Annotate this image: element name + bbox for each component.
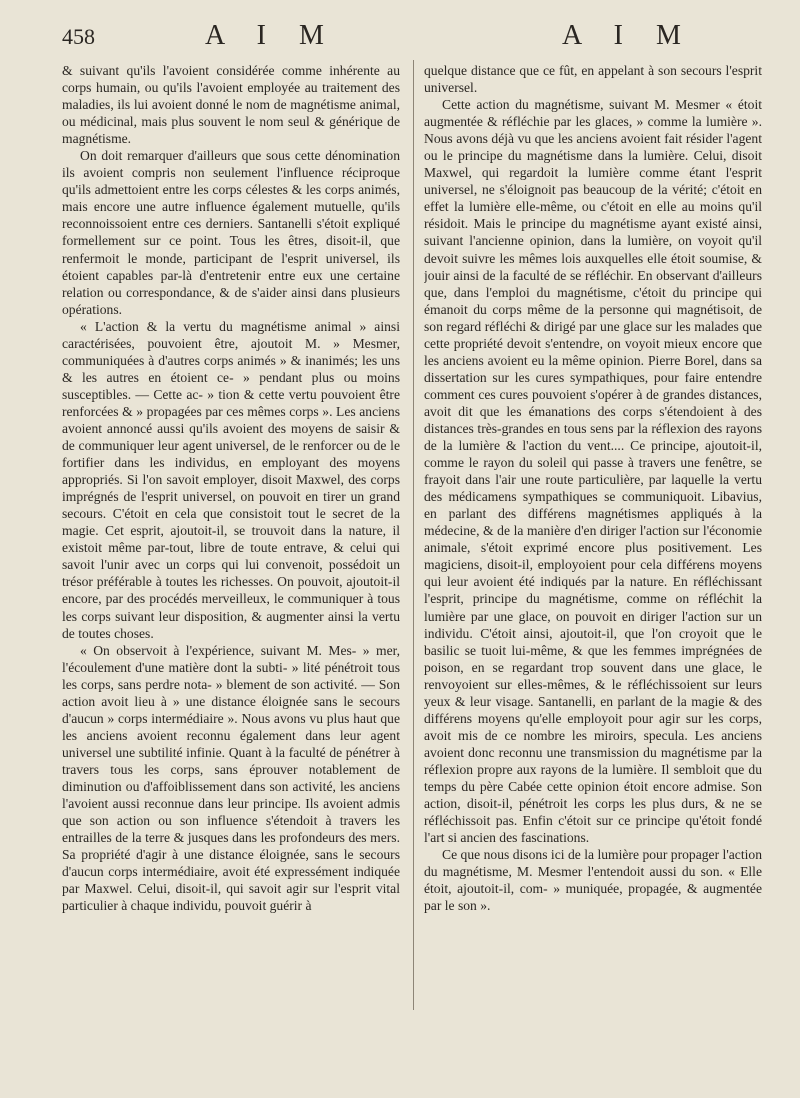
- running-head-left: A I M: [205, 20, 337, 51]
- paragraph: « L'action & la vertu du magnétisme animal » ainsi caractérisées, pouvoient être, ajoutoit M. » Mesmer, communiquées à d'autres corps animés » & inanimés; les uns & les autres en étoient ce- » pendant plus ou moins susceptibles. — Cette ac- » tion & cette vertu pouvoient être renforcées & » propagées par ces mêmes corps ». Les anciens avoient annoncé aussi qu'ils avoient des moyens de saisir & de communiquer leur agent universel, de le renforcer ou de le fortifier dans les individus, en employant des moyens appropriés. Si l'on savoit employer, disoit Maxwel, des corps imprégnés de l'esprit universel, on pouvoit en tirer un grand secours. C'étoit en cela que consistoit tout le secret de la magie. Cet esprit, ajoutoit-il, se trouvoit dans la nature, il existoit même par-tout, libre de toute entrave, & celui qui savoit l'unir avec un corps qui lui convenoit, possédoit un trésor préférable à toutes les richesses. On pouvoit, ajoutoit-il encore, par des procédés merveilleux, le communiquer à tous les corps suivant leur disposition, & augmenter ainsi la vertu de toutes choses.: [62, 318, 400, 641]
- left-column: [62, 62, 400, 1072]
- paragraph: On doit remarquer d'ailleurs que sous cette dénomination ils avoient compris non seulement l'influence réciproque qu'ils admettoient entre les corps célestes & les corps animés, mais encore une autre influence également mutuelle, qu'ils reconnoissoient entre ces derniers. Santanelli s'étoit expliqué formellement sur ce point. Tous les êtres, disoit-il, que renfermoit le monde, participant de l'esprit universel, ils étoient capables par-là d'entretenir entre eux une certaine relation ou correspondance, & de s'aider ainsi dans plusieurs opérations.: [62, 148, 400, 317]
- page-header: [0, 20, 800, 60]
- paragraph: & suivant qu'ils l'avoient considérée comme inhérente au corps humain, ou qu'ils l'avoient employée au traitement des maladies, ils lui avoient donné le nom de magnétisme animal, ou médicinal, mais plus souvent le nom seul & générique de magnétisme.: [62, 63, 400, 147]
- running-head-right: A I M: [562, 20, 694, 51]
- paragraph: « On observoit à l'expérience, suivant M. Mes- » mer, l'écoulement d'une matière dont la subti- » lité pénétroit tous les corps, sans perdre nota- » blement de son activité. — Son action avoit lieu à » une distance éloignée sans le secours d'aucun » corps intermédiaire ». Nous avons vu plus haut que les anciens avoient reconnu également dans leur agent universel une subtilité infinie. Quant à la faculté de pénétrer à travers tous les corps, sans éprouver notablement de diminution ou d'affoiblissement dans son activité, les anciens l'avoient aussi reconnue dans leur principe. Ils avoient admis que son action ou son influence s'étendoit à travers les entrailles de la terre & jusques dans les profondeurs des mers. Sa propriété d'agir à une distance éloignée, sans le secours d'aucun corps intermédiaire, avoit été expressément indiquée par Maxwel. Celui, disoit-il, qui savoit agir sur l'esprit vital particulier à chaque individu, pouvoit guérir à: [62, 642, 400, 914]
- paragraph: Ce que nous disons ici de la lumière pour propager l'action du magnétisme, M. Mesmer l'entendoit aussi du son. « Elle étoit, ajoutoit-il, com- » muniquée, propagée, & augmentée par le son ».: [424, 847, 762, 914]
- paragraph: quelque distance que ce fût, en appelant à son secours l'esprit universel.: [424, 63, 762, 96]
- paragraph: Cette action du magnétisme, suivant M. Mesmer « étoit augmentée & réfléchie par les glaces, » comme la lumière ». Nous avons déjà vu que les anciens avoient fait résider l'agent ou le principe du magnétisme dans la lumière. Celui, disoit Maxwel, qui regardoit la lumière comme étant l'esprit universel, ne s'éloignoit pas beaucoup de la vérité; c'étoit en effet la lumière elle-même, ou c'étoit en elle au moins qu'il résidoit. Mais le principe du magnétisme ayant existé ainsi, suivant l'ancienne opinion, dans la lumière, on voyoit qu'il devoit suivre les mêmes lois auxquelles elle étoit soumise, & jouir ainsi de la faculté de se réfléchir. En observant d'ailleurs que, dans l'emploi du magnétisme, c'étoit du principe qui émanoit du corps même de la personne qui magnétisoit, de son regard réfléchi & dirigé par une glace sur les malades que cette propriété devoit s'entendre, on voyoit mieux encore que les anciens avoient eu la même opinion. Pierre Borel, dans sa dissertation sur les cures sympathiques, pour faire entendre comment ces cures pouvoient s'opérer à de grandes distances, avoit dit que les émanations des corps s'étendoient à des distances très-grandes en tous sens par la réflexion des rayons de la lumière & l'action du vent.... Ce principe, ajoutoit-il, comme le rayon du soleil qui passe à travers une fenêtre, se frayoit dans l'air une route particulière, par laquelle la vertu des médicamens sympathiques se communiquoit. Libavius, en parlant des différens magnétismes appliqués à la médecine, & de la manière d'en diriger l'action sur l'économie animale, s'étoit exprimé encore plus positivement. Les magiciens, disoit-il, employoient pour cela différens moyens qui leur avoient été indiqués par la nature. En réfléchissant l'esprit, principe du magnétisme, comme on réfléchit la lumière par une glace, on pouvoit en diriger l'action sur un individu. C'étoit ainsi, ajoutoit-il, que l'on croyoit que le basilic se tuoit lui-même, & que les femmes imprégnées de poison, en se regardant trop souvent dans une glace, le renvoyoient sur elles-mêmes, & le réfléchissoient sur leurs yeux & leur visage. Santanelli, en parlant de la magie & des différens moyens qu'elle employoit pour agir sur les corps, avoit mis de ce nombre les miroirs, specula. Les anciens avoient donc reconnu une transmission du magnétisme par la réflexion propre aux rayons de la lumière. Il sembloit que du temps du père Cabée cette opinion étoit encore admise. Son action, disoit-il, pénétroit les corps les plus durs, & ne se réfléchissoit pas. Enfin c'étoit sur ce principe qu'étoit fondé l'art si ancien des fascinations.: [424, 97, 762, 846]
- column-divider: [413, 60, 414, 1010]
- right-column: [424, 62, 762, 1072]
- page-number: 458: [62, 24, 95, 49]
